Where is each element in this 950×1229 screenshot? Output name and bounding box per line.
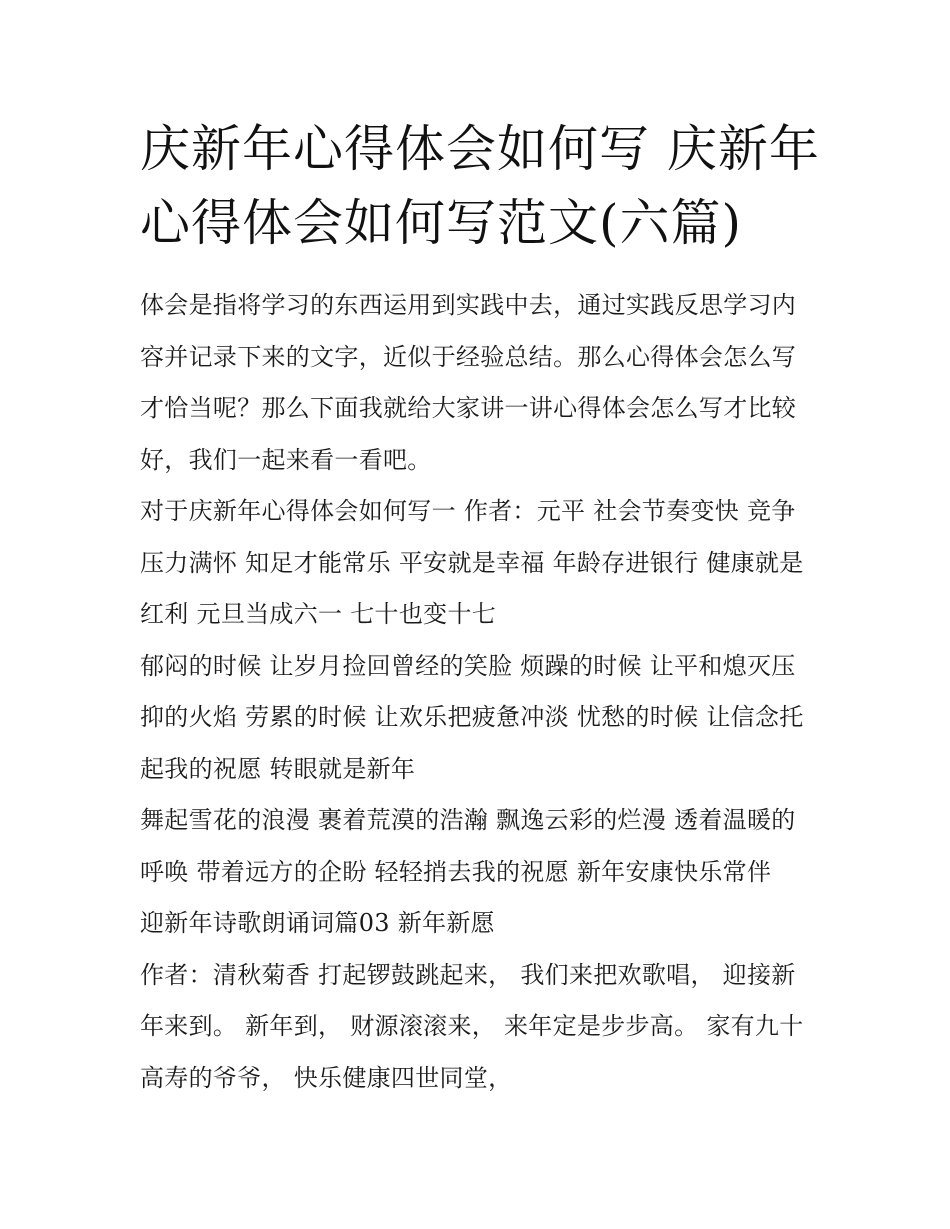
document-body [140, 280, 816, 1104]
document-title: 庆新年心得体会如何写 庆新年心得体会如何写范文(六篇) [140, 120, 820, 252]
paragraph-poem-4: 作者：清秋菊香 打起锣鼓跳起来， 我们来把欢歌唱， 迎接新年来到。 新年到， 财源滚滚来， 来年定是步步高。 家有九十高寿的爷爷， 快乐健康四世同堂， [140, 960, 804, 1092]
paragraph-poem-1: 对于庆新年心得体会如何写一 作者：元平 社会节奏变快 竞争压力满怀 知足才能常乐 平安就是幸福 年龄存进银行 健康就是红利 元旦当成六一 七十也变十七 [140, 497, 804, 628]
paragraph-poem-3: 舞起雪花的浪漫 裹着荒漠的浩瀚 飘逸云彩的烂漫 透着温暖的呼唤 带着远方的企盼 轻轻捎去我的祝愿 新年安康快乐常伴 [140, 806, 796, 886]
paragraph-section-heading: 迎新年诗歌朗诵词篇03 新年新愿 [140, 909, 495, 937]
paragraph-poem-2: 郁闷的时候 让岁月捡回曾经的笑脸 烦躁的时候 让平和熄灭压抑的火焰 劳累的时候 让欢乐把疲惫冲淡 忧愁的时候 让信念托起我的祝愿 转眼就是新年 [140, 651, 804, 783]
paragraph-intro: 体会是指将学习的东西运用到实践中去，通过实践反思学习内容并记录下来的文字，近似于经验总结。那么心得体会怎么写才恰当呢？那么下面我就给大家讲一讲心得体会怎么写才比较好，我们一起来看一看吧。 [140, 291, 797, 474]
